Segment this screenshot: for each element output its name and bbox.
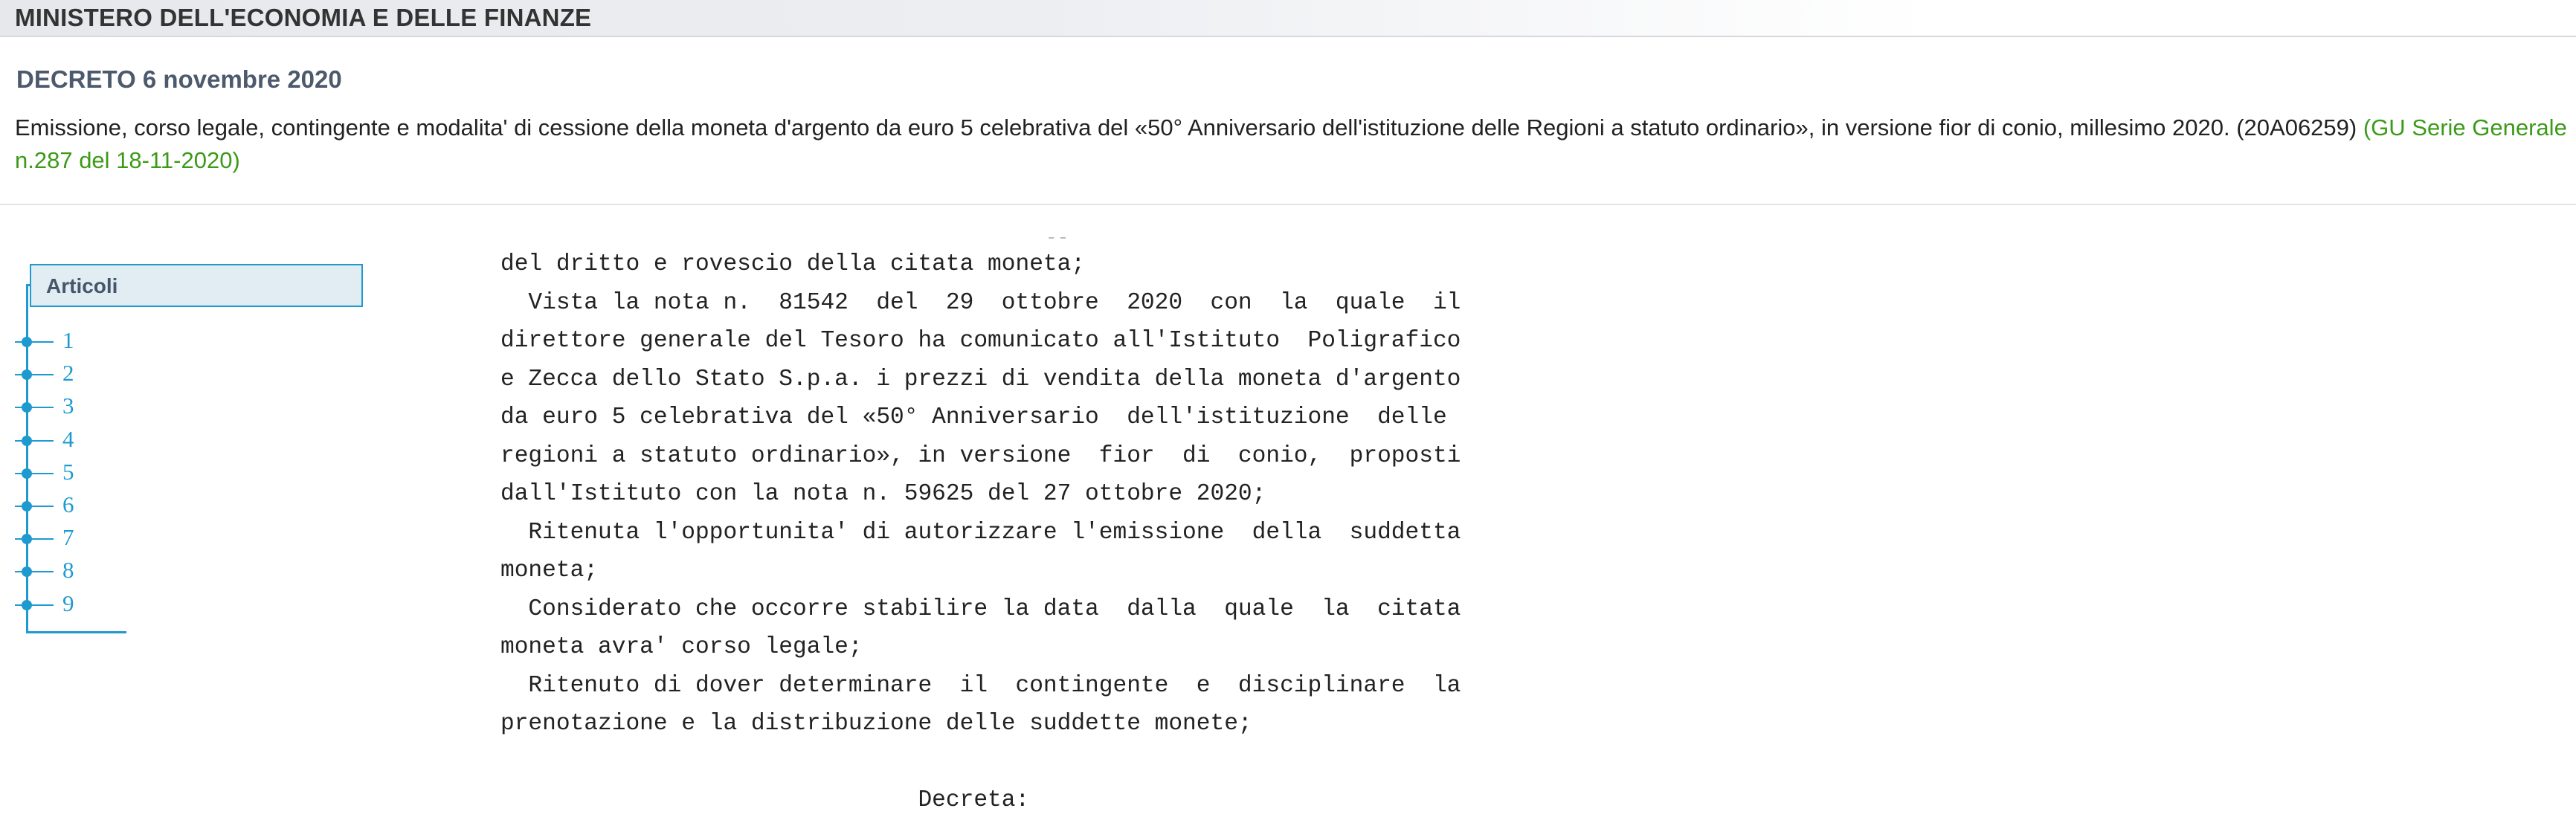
- tree-branch: [15, 604, 54, 606]
- body-line: prenotazione e la distribuzione delle suddette monete;: [500, 711, 1252, 737]
- article-number[interactable]: 5: [62, 458, 74, 485]
- article-link-1[interactable]: [0, 326, 149, 356]
- article-number[interactable]: 8: [62, 557, 74, 584]
- tree-branch: [15, 571, 54, 572]
- tree-node-dot-icon: [22, 534, 32, 544]
- body-line: direttore generale del Tesoro ha comunicato all'Istituto Poligrafico: [500, 328, 1461, 354]
- tree-node-dot-icon: [22, 600, 32, 610]
- article-number[interactable]: 4: [62, 425, 74, 452]
- article-link-3[interactable]: [0, 392, 149, 422]
- gazette-reference-link-continued[interactable]: n.287 del 18-11-2020): [15, 147, 240, 173]
- body-line: del dritto e rovescio della citata moneta;: [500, 251, 1086, 277]
- body-line: regioni a statuto ordinario», in versione fior di conio, proposti: [500, 442, 1461, 469]
- tree-node-dot-icon: [22, 566, 32, 577]
- decree-title: DECRETO 6 novembre 2020: [16, 65, 342, 93]
- tree-node-dot-icon: [22, 369, 32, 380]
- tree-node-dot-icon: [22, 501, 32, 511]
- tree-node-dot-icon: [22, 468, 32, 479]
- ministry-header-bar: [0, 0, 2576, 37]
- body-line: Ritenuta l'opportunita' di autorizzare l'emissione della suddetta: [500, 519, 1461, 546]
- scroll-marker: --: [1046, 227, 1069, 249]
- body-line: Considerato che occorre stabilire la data dalla quale la citata: [500, 595, 1461, 622]
- article-link-6[interactable]: [0, 491, 149, 520]
- article-link-4[interactable]: [0, 425, 149, 455]
- gazette-reference-link[interactable]: (GU Serie Generale: [2363, 114, 2567, 141]
- article-number[interactable]: 1: [62, 327, 74, 353]
- article-number[interactable]: 9: [62, 590, 74, 616]
- tree-branch: [15, 407, 54, 408]
- article-link-8[interactable]: [0, 556, 149, 586]
- body-line: e Zecca dello Stato S.p.a. i prezzi di vendita della moneta d'argento: [500, 366, 1461, 393]
- article-link-9[interactable]: [0, 590, 149, 619]
- section-divider: [0, 204, 2576, 205]
- body-line: moneta;: [500, 558, 599, 584]
- tree-branch: [15, 473, 54, 474]
- tree-branch: [15, 341, 54, 343]
- body-line: da euro 5 celebrativa del «50° Anniversario dell'istituzione delle: [500, 404, 1447, 430]
- article-link-7[interactable]: [0, 523, 149, 553]
- body-line: dall'Istituto con la nota n. 59625 del 27 ottobre 2020;: [500, 481, 1266, 507]
- articles-panel-title: Articoli: [46, 274, 118, 297]
- ministry-title: MINISTERO DELL'ECONOMIA E DELLE FINANZE: [15, 4, 592, 31]
- tree-branch: [15, 440, 54, 442]
- tree-branch: [15, 538, 54, 540]
- tree-branch: [15, 374, 54, 375]
- article-link-5[interactable]: [0, 458, 149, 488]
- body-line: Decreta:: [500, 787, 1030, 813]
- decree-summary: [15, 112, 2576, 177]
- decree-body-text: [500, 245, 1461, 820]
- article-link-2[interactable]: [0, 359, 149, 389]
- articles-tree-bottom: [26, 631, 126, 633]
- body-line: Ritenuto di dover determinare il contingente e disciplinare la: [500, 672, 1461, 699]
- body-line: Vista la nota n. 81542 del 29 ottobre 2020 con la quale il: [500, 289, 1461, 316]
- article-number[interactable]: 7: [62, 524, 74, 551]
- article-number[interactable]: 6: [62, 491, 74, 517]
- tree-branch: [15, 506, 54, 507]
- body-line: moneta avra' corso legale;: [500, 634, 863, 660]
- tree-node-dot-icon: [22, 436, 32, 446]
- article-number[interactable]: 3: [62, 393, 74, 419]
- tree-node-dot-icon: [22, 402, 32, 413]
- tree-node-dot-icon: [22, 337, 32, 347]
- articles-panel-header: [30, 264, 363, 307]
- article-number[interactable]: 2: [62, 360, 74, 387]
- decree-summary-text: Emissione, corso legale, contingente e modalita' di cessione della moneta d'argento da euro 5 celebrativa del «50° Anniversario dell'istituzione delle Regioni a statuto ordinario», in versione fior di conio, millesimo 2020. (20A06259): [15, 114, 2357, 141]
